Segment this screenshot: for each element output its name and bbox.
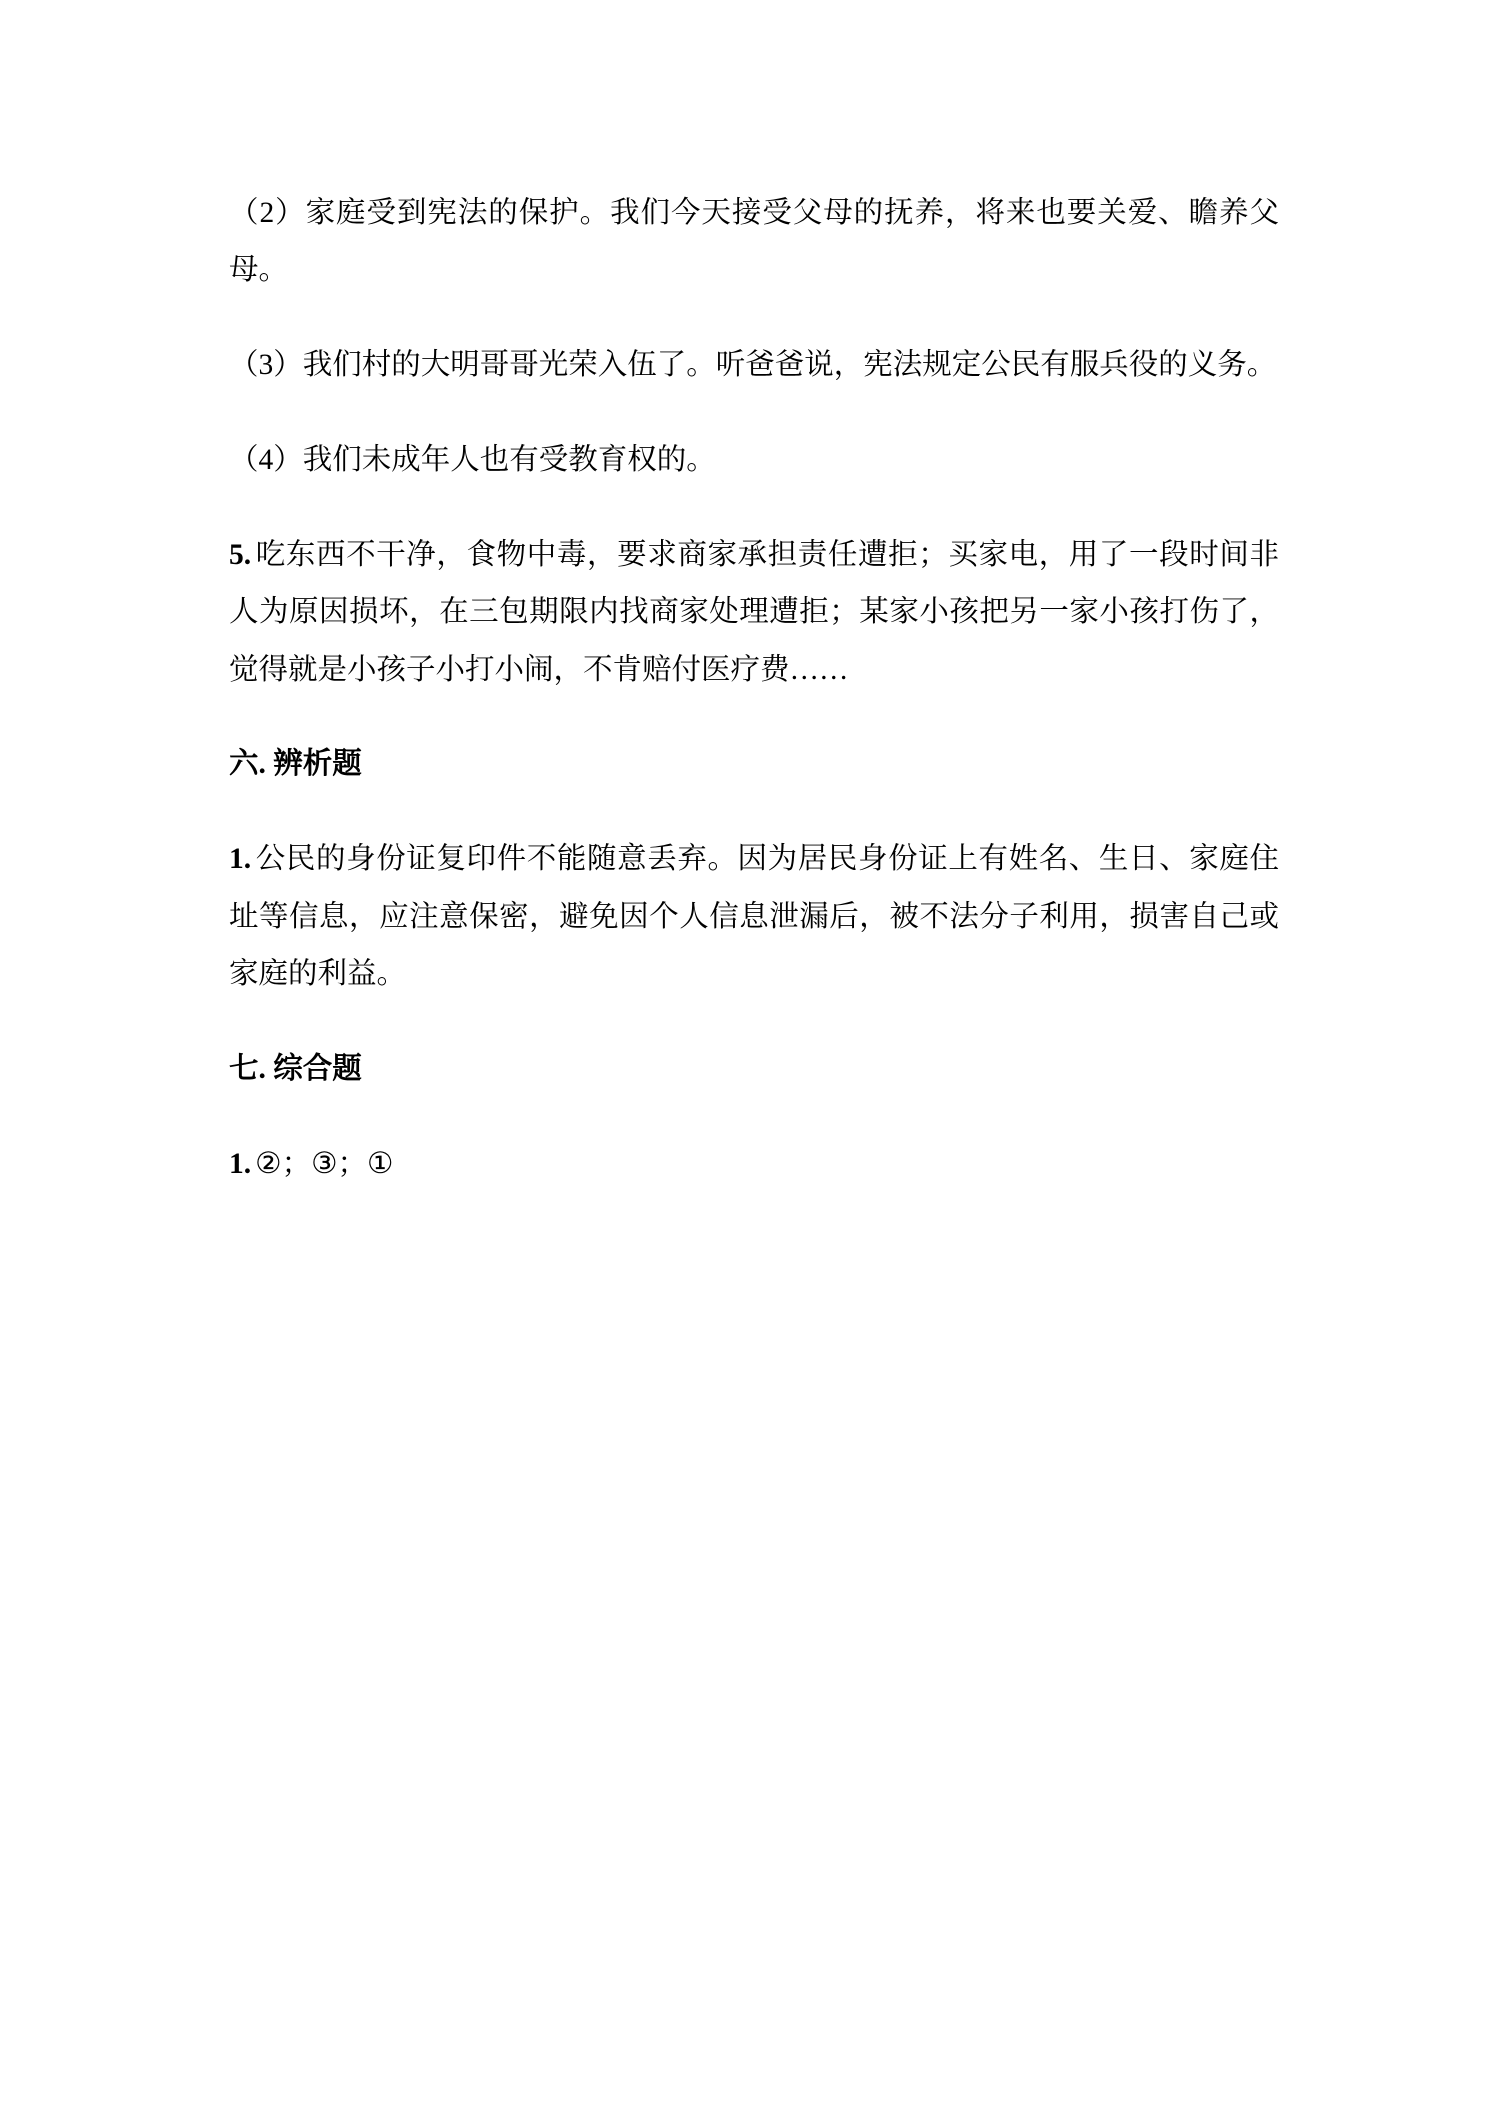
text-line: 址等信息，应注意保密，避免因个人信息泄漏后，被不法分子利用，损害自己或 (229, 900, 1279, 933)
answer-item (229, 432, 1279, 489)
text-line: （2）家庭受到宪法的保护。我们今天接受父母的抚养，将来也要关爱、瞻养父 (229, 197, 1279, 229)
text-line (229, 831, 1279, 888)
text-line: 家庭的利益。 (229, 957, 407, 990)
text-line: （4）我们未成年人也有受教育权的。 (229, 444, 716, 477)
text-line: （3）我们村的大明哥哥光荣入伍了。听爸爸说，宪法规定公民有服兵役的义务。 (229, 349, 1277, 382)
text-line: 人为原因损坏，在三包期限内找商家处理遭拒；某家小孩把另一家小孩打伤了， (229, 596, 1279, 629)
answer-item (229, 337, 1279, 394)
section-7-answer (229, 1136, 1279, 1193)
text-line: 觉得就是小孩子小打小闹，不肯赔付医疗费…… (229, 653, 849, 686)
section-6-heading: 六. 辨析题 (229, 748, 362, 781)
text-line (229, 1136, 1279, 1193)
question-5-answer (229, 527, 1279, 699)
section-heading (229, 1041, 1279, 1098)
section-6-answer (229, 831, 1279, 1003)
line-text: 公民的身份证复印件不能随意丢弃。因为居民身份证上有姓名、生日、家庭住 (255, 843, 1279, 876)
question-number: 1. (229, 843, 252, 876)
line-text: 吃东西不干净，食物中毒，要求商家承担责任遭拒；买家电，用了一段时间非 (255, 538, 1279, 571)
section-7-heading: 七. 综合题 (229, 1052, 362, 1085)
answer-content (229, 185, 1279, 1231)
text-line: 母。 (229, 254, 289, 287)
text-line (229, 527, 1279, 584)
answer-text: ②；③；① (255, 1147, 394, 1180)
question-number: 5. (229, 538, 252, 571)
answer-item (229, 185, 1279, 300)
question-number: 1. (229, 1147, 252, 1180)
section-heading (229, 736, 1279, 793)
